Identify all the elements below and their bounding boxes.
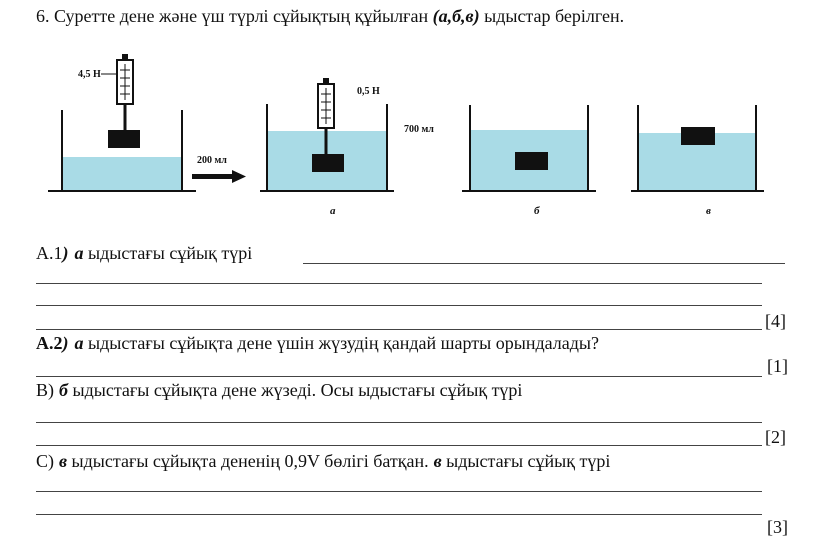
- b-prefix: В): [36, 380, 54, 400]
- c-text: ыдыстағы сұйықта дененің 0,9V бөлігі батқан.: [67, 451, 429, 471]
- c-text-2: ыдыстағы сұйық түрі: [441, 451, 611, 471]
- a1-text: ыдыстағы сұйық түрі: [83, 243, 253, 263]
- answer-line-a1-1[interactable]: [303, 263, 785, 264]
- body-block-a: [312, 154, 344, 172]
- answer-line-c-1[interactable]: [36, 491, 762, 492]
- a2-prefix: А.2: [36, 333, 63, 353]
- c-letter-2: в: [433, 451, 442, 471]
- title-text-after: ыдыстар берілген.: [479, 6, 625, 26]
- question-c: [36, 451, 610, 472]
- body-block-1: [108, 130, 140, 148]
- c-letter: в: [59, 451, 68, 471]
- title-abc: (а,б,в): [432, 6, 480, 26]
- answer-line-b-1[interactable]: [36, 422, 762, 423]
- volume-added-label: 200 мл: [197, 155, 227, 166]
- caption-b: б: [534, 205, 540, 217]
- caption-v: в: [706, 205, 711, 217]
- body-block-v: [681, 127, 715, 145]
- a2-letter: а: [74, 333, 84, 353]
- weight-air-label: 4,5 Н: [78, 69, 101, 80]
- question-b: [36, 380, 522, 401]
- mark-a2: [1]: [767, 356, 788, 376]
- beaker-a: [260, 78, 394, 217]
- mark-c: [3]: [767, 517, 788, 537]
- liquid-initial: [62, 157, 182, 191]
- c-prefix: С): [36, 451, 54, 471]
- beaker-initial: [48, 54, 196, 191]
- question-a1: [36, 243, 252, 264]
- a1-letter: а: [74, 243, 84, 263]
- title-text-before: Суретте дене және үш түрлі сұйықтың құйылған: [54, 6, 433, 26]
- a1-paren: ): [62, 243, 69, 263]
- volume-total-label: 700 мл: [404, 124, 434, 135]
- weight-liquid-label: 0,5 Н: [357, 86, 380, 97]
- question-number: 6.: [36, 6, 50, 26]
- beaker-v: [631, 105, 764, 217]
- mark-a1: [4]: [765, 311, 786, 331]
- mark-b: [2]: [765, 427, 786, 447]
- body-block-b: [515, 152, 548, 170]
- experiment-figure: [0, 0, 825, 230]
- b-text: ыдыстағы сұйықта дене жүзеді. Осы ыдыстағы сұйық түрі: [67, 380, 523, 400]
- pour-arrow: [192, 155, 246, 183]
- caption-a: а: [330, 205, 336, 217]
- answer-line-a1-4[interactable]: [36, 329, 762, 330]
- beaker-b: [462, 105, 596, 217]
- b-letter: б: [59, 380, 68, 400]
- question-a2: [36, 333, 599, 354]
- answer-line-a1-2[interactable]: [36, 283, 762, 284]
- a1-prefix: А.1: [36, 243, 63, 263]
- answer-line-a1-3[interactable]: [36, 305, 762, 306]
- answer-line-a2[interactable]: [36, 376, 762, 377]
- a2-text: ыдыстағы сұйықта дене үшін жүзудің қандай шарты орындалады?: [83, 333, 599, 353]
- answer-line-c-2[interactable]: [36, 514, 762, 515]
- a2-paren: ): [62, 333, 69, 353]
- answer-line-b-2[interactable]: [36, 445, 762, 446]
